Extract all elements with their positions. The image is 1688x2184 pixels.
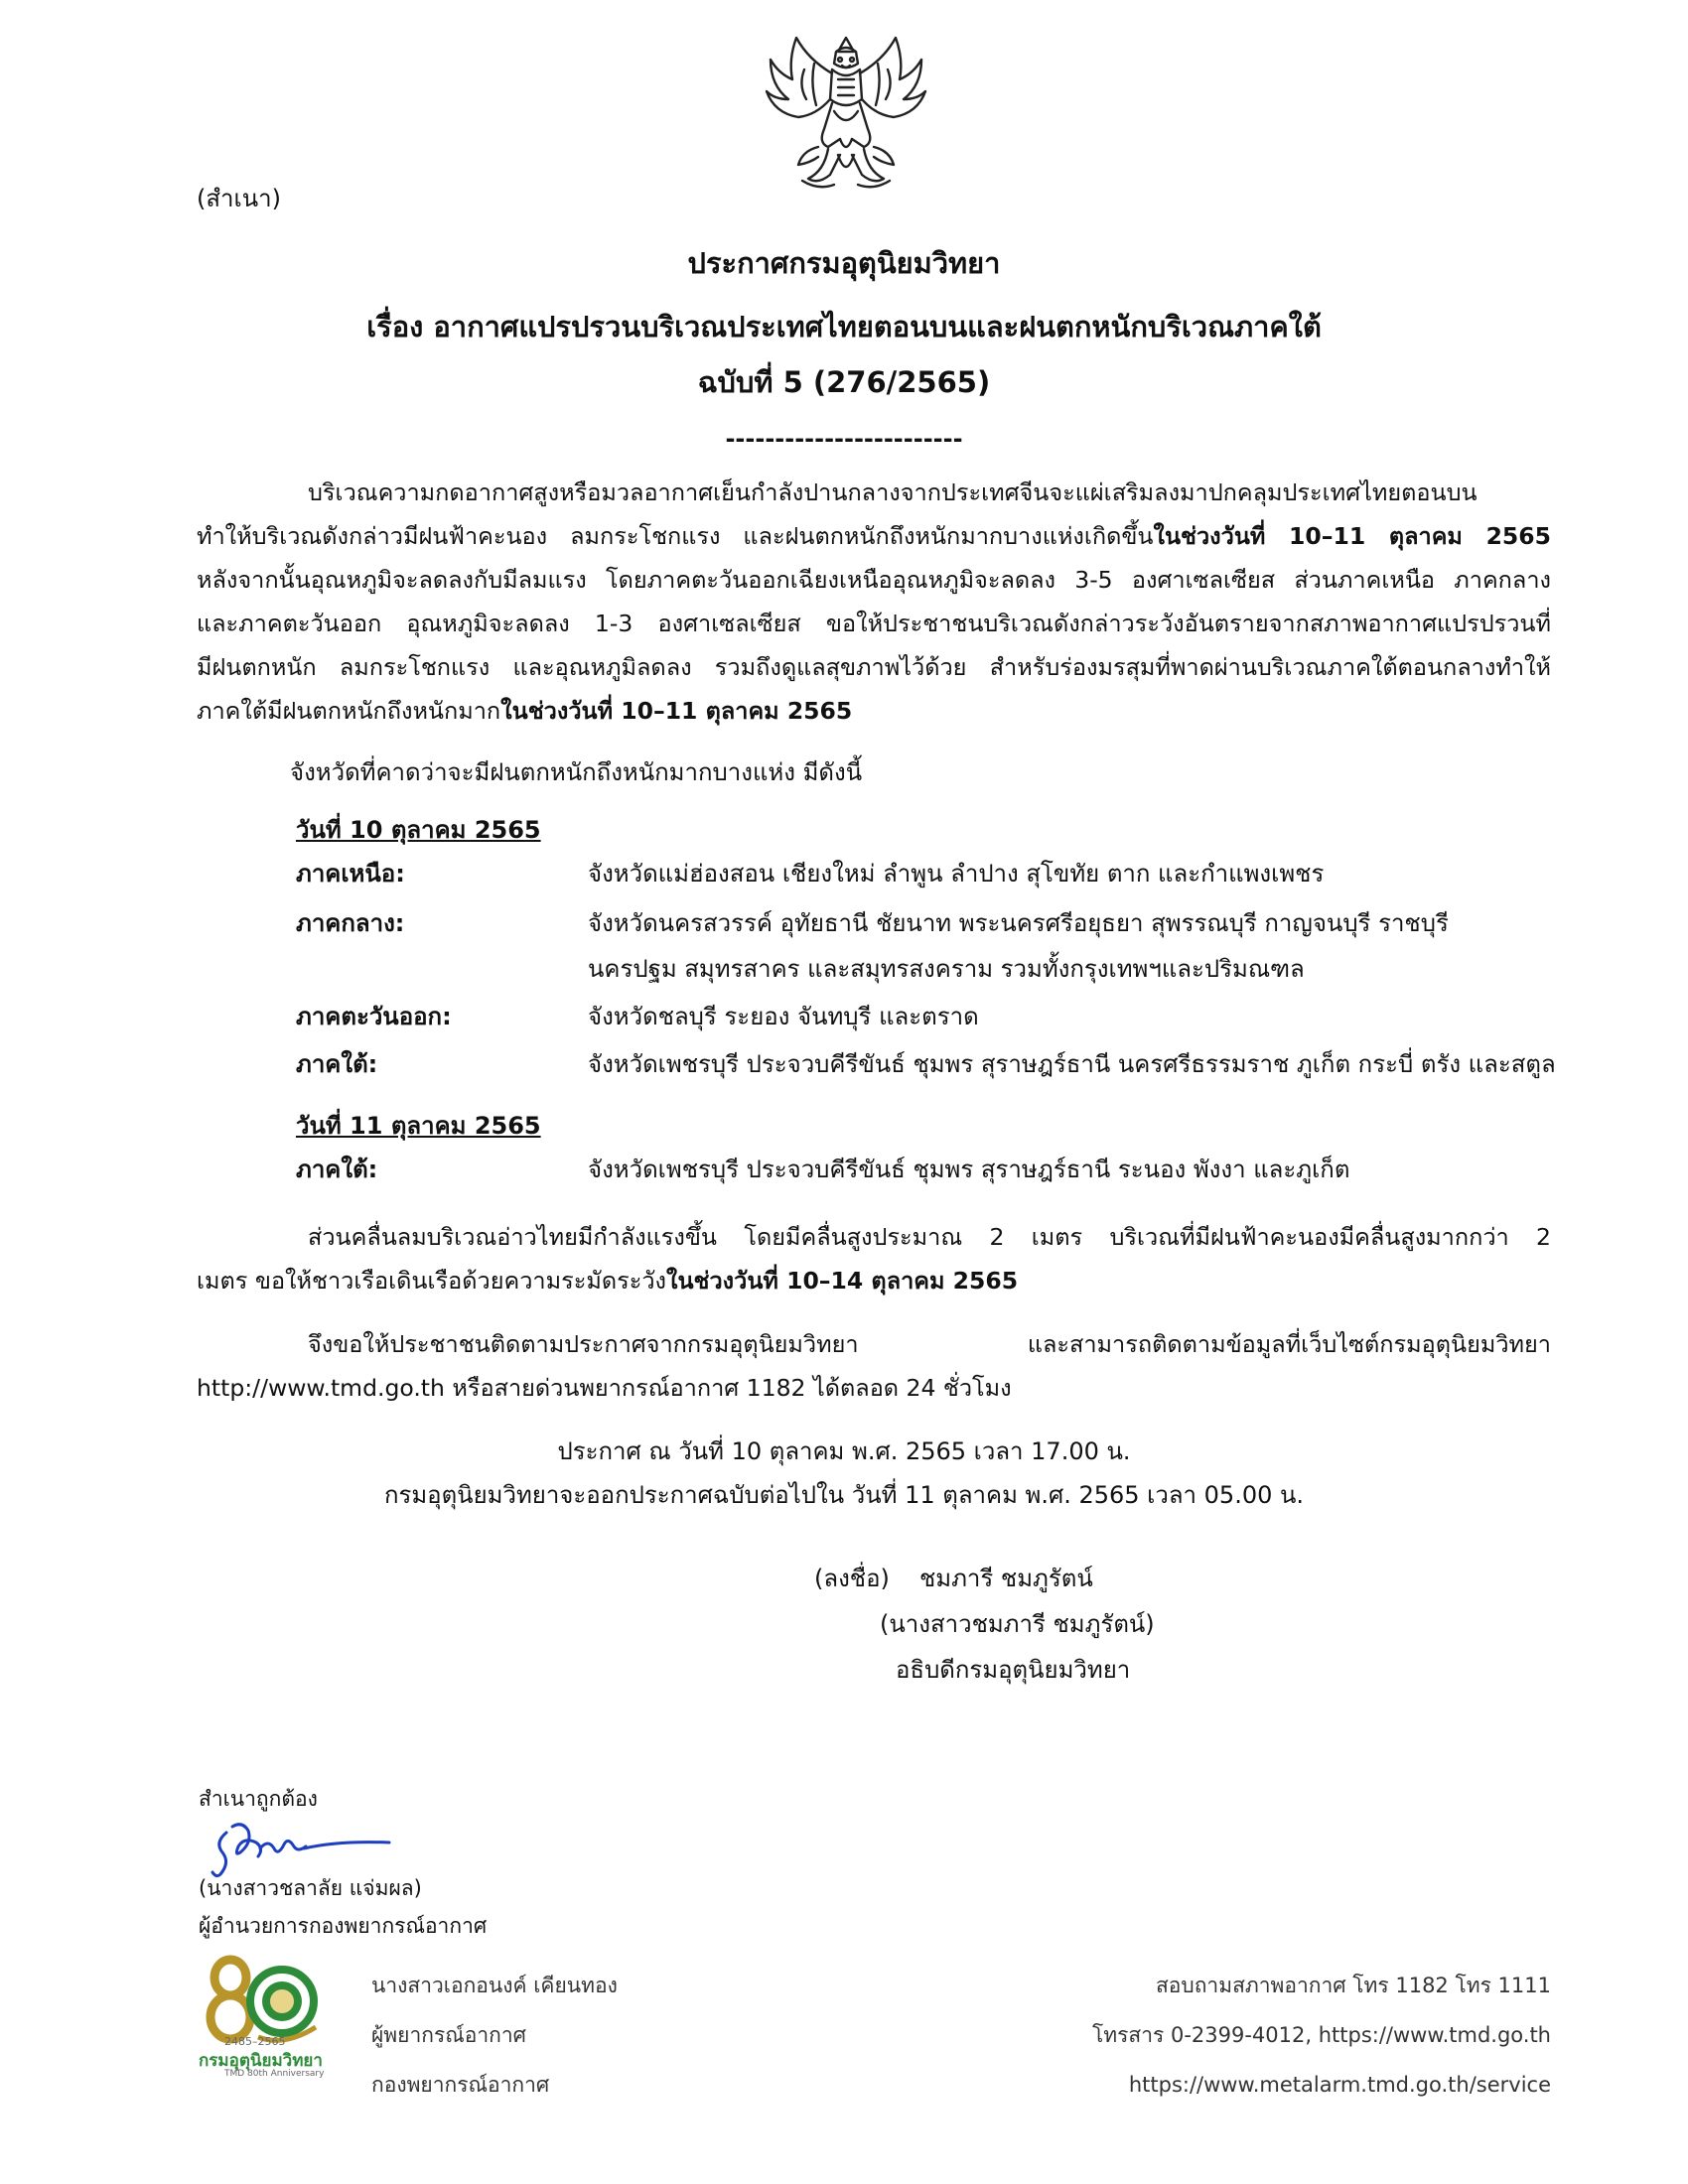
- day-1-central-provinces-1: จังหวัดนครสวรรค์ อุทัยธานี ชัยนาท พระนครศรีอยุธยา สุพรรณบุรี กาญจนบุรี ราชบุรี: [588, 909, 1449, 937]
- provinces-intro: จังหวัดที่คาดว่าจะมีฝนตกหนักถึงหนักมากบางแห่ง มีดังนี้: [290, 758, 863, 786]
- signer-full-name: (นางสาวชมภารี ชมภูรัตน์): [880, 1610, 1155, 1638]
- day-2-south-label: ภาคใต้:: [296, 1156, 378, 1183]
- announcement-date: ประกาศ ณ วันที่ 10 ตุลาคม พ.ศ. 2565 เวลา 17.00 น.: [557, 1437, 1131, 1465]
- garuda-emblem: [759, 30, 933, 197]
- paragraph-1-line-1: บริเวณความกดอากาศสูงหรือมวลอากาศเย็นกำลังปานกลางจากประเทศจีนจะแผ่เสริมลงมาปกคลุมประเทศไทยตอนบน: [308, 478, 1477, 506]
- announcement-subject: เรื่อง อากาศแปรปรวนบริเวณประเทศไทยตอนบนและฝนตกหนักบริเวณภาคใต้: [366, 310, 1322, 343]
- forecaster-name: นางสาวเอกอนงค์ เคียนทอง: [371, 1974, 618, 1997]
- paragraph-3-line-1: จึงขอให้ประชาชนติดตามประกาศจากกรมอุตุนิยมวิทยา และสามารถติดตามข้อมูลที่เว็บไซต์กรมอุตุนิยมวิทยา: [308, 1330, 1551, 1358]
- logo-text: กรมอุตุนิยมวิทยา: [199, 2051, 323, 2071]
- day-1-east-provinces: จังหวัดชลบุรี ระยอง จันทบุรี และตราด: [588, 1003, 979, 1030]
- signed-label: (ลงชื่อ): [814, 1565, 890, 1592]
- logo-years: 2485–2565: [224, 2035, 286, 2048]
- next-announcement: กรมอุตุนิยมวิทยาจะออกประกาศฉบับต่อไปใน วันที่ 11 ตุลาคม พ.ศ. 2565 เวลา 05.00 น.: [383, 1481, 1305, 1509]
- paragraph-3-line-2: http://www.tmd.go.th หรือสายด่วนพยากรณ์อากาศ 1182 ได้ตลอด 24 ชั่วโมง: [197, 1374, 1012, 1402]
- forecast-division: กองพยากรณ์อากาศ: [371, 2073, 550, 2097]
- paragraph-2-line-1: ส่วนคลื่นลมบริเวณอ่าวไทยมีกำลังแรงขึ้น โดยมีคลื่นสูงประมาณ 2 เมตร บริเวณที่มีฝนฟ้าคะนองมีคลื่นสูงมากกว่า 2: [308, 1223, 1551, 1251]
- day-2-south-provinces: จังหวัดเพชรบุรี ประจวบคีรีขันธ์ ชุมพร สุราษฎร์ธานี ระนอง พังงา และภูเก็ต: [588, 1156, 1350, 1183]
- day-1-central-provinces-2: นครปฐม สมุทรสาคร และสมุทรสงคราม รวมทั้งกรุงเทพฯและปริมณฑล: [588, 955, 1305, 983]
- day-1-north-label: ภาคเหนือ:: [296, 860, 405, 887]
- paragraph-1-line-5: มีฝนตกหนัก ลมกระโชกแรง และอุณหภูมิลดลง รวมถึงดูแลสุขภาพไว้ด้วย สำหรับร่องมรสุมที่พาดผ่านบริเวณภาคใต้ตอนกลางทำให้: [197, 653, 1551, 681]
- logo-subtitle: TMD 80th Anniversary: [224, 2069, 325, 2079]
- certified-copy-label: สำเนาถูกต้อง: [199, 1787, 318, 1811]
- paragraph-1-line-4: และภาคตะวันออก อุณหภูมิจะลดลง 1-3 องศาเซลเซียส ขอให้ประชาชนบริเวณดังกล่าวระวังอันตรายจากสภาพอากาศแปรปรวนที่: [197, 610, 1551, 637]
- metalarm-link[interactable]: https://www.metalarm.tmd.go.th/service: [1128, 2073, 1551, 2097]
- tmd-80-emblem: [195, 1952, 334, 2047]
- day-1-north-provinces: จังหวัดแม่ฮ่องสอน เชียงใหม่ ลำพูน ลำปาง สุโขทัย ตาก และกำแพงเพชร: [588, 860, 1325, 887]
- announcement-issue: ฉบับที่ 5 (276/2565): [697, 365, 991, 399]
- paragraph-1-line-2: ทำให้บริเวณดังกล่าวมีฝนฟ้าคะนอง ลมกระโชกแรง และฝนตกหนักถึงหนักมากบางแห่งเกิดขึ้นในช่วงวันที่ 10–11 ตุลาคม 2565: [197, 522, 1551, 550]
- signed-name: ชมภารี ชมภูรัตน์: [919, 1565, 1093, 1592]
- day-1-south-label: ภาคใต้:: [296, 1050, 378, 1078]
- title-divider: ------------------------: [725, 425, 963, 453]
- paragraph-2-line-2: เมตร ขอให้ชาวเรือเดินเรือด้วยความระมัดระวังในช่วงวันที่ 10–14 ตุลาคม 2565: [197, 1267, 1019, 1295]
- day-1-central-label: ภาคกลาง:: [296, 909, 405, 937]
- day-1-date: วันที่ 10 ตุลาคม 2565: [296, 816, 541, 844]
- day-2-date: วันที่ 11 ตุลาคม 2565: [296, 1112, 541, 1140]
- tmd-80th-logo: [195, 1952, 334, 2079]
- paragraph-1-line-6: ภาคใต้มีฝนตกหนักถึงหนักมากในช่วงวันที่ 10–11 ตุลาคม 2565: [197, 697, 853, 725]
- certified-name: (นางสาวชลาลัย แจ่มผล): [199, 1876, 422, 1900]
- signer-position: อธิบดีกรมอุตุนิยมวิทยา: [896, 1656, 1131, 1684]
- certified-position: ผู้อำนวยการกองพยากรณ์อากาศ: [199, 1914, 488, 1938]
- day-1-east-label: ภาคตะวันออก:: [296, 1003, 452, 1030]
- contact-fax-web[interactable]: โทรสาร 0-2399-4012, https://www.tmd.go.th: [1092, 2023, 1551, 2047]
- paragraph-1-line-3: หลังจากนั้นอุณหภูมิจะลดลงกับมีลมแรง โดยภาคตะวันออกเฉียงเหนืออุณหภูมิจะลดลง 3-5 องศาเซลเซียส ส่วนภาคเหนือ ภาคกลาง: [197, 566, 1551, 594]
- forecaster-title: ผู้พยากรณ์อากาศ: [371, 2023, 526, 2047]
- announcement-title: ประกาศกรมอุตุนิยมวิทยา: [687, 246, 1001, 280]
- copy-mark: (สำเนา): [197, 185, 281, 212]
- day-1-south-provinces: จังหวัดเพชรบุรี ประจวบคีรีขันธ์ ชุมพร สุราษฎร์ธานี นครศรีธรรมราช ภูเก็ต กระบี่ ตรัง และสตูล: [588, 1050, 1556, 1078]
- contact-phone: สอบถามสภาพอากาศ โทร 1182 โทร 1111: [1155, 1974, 1551, 1997]
